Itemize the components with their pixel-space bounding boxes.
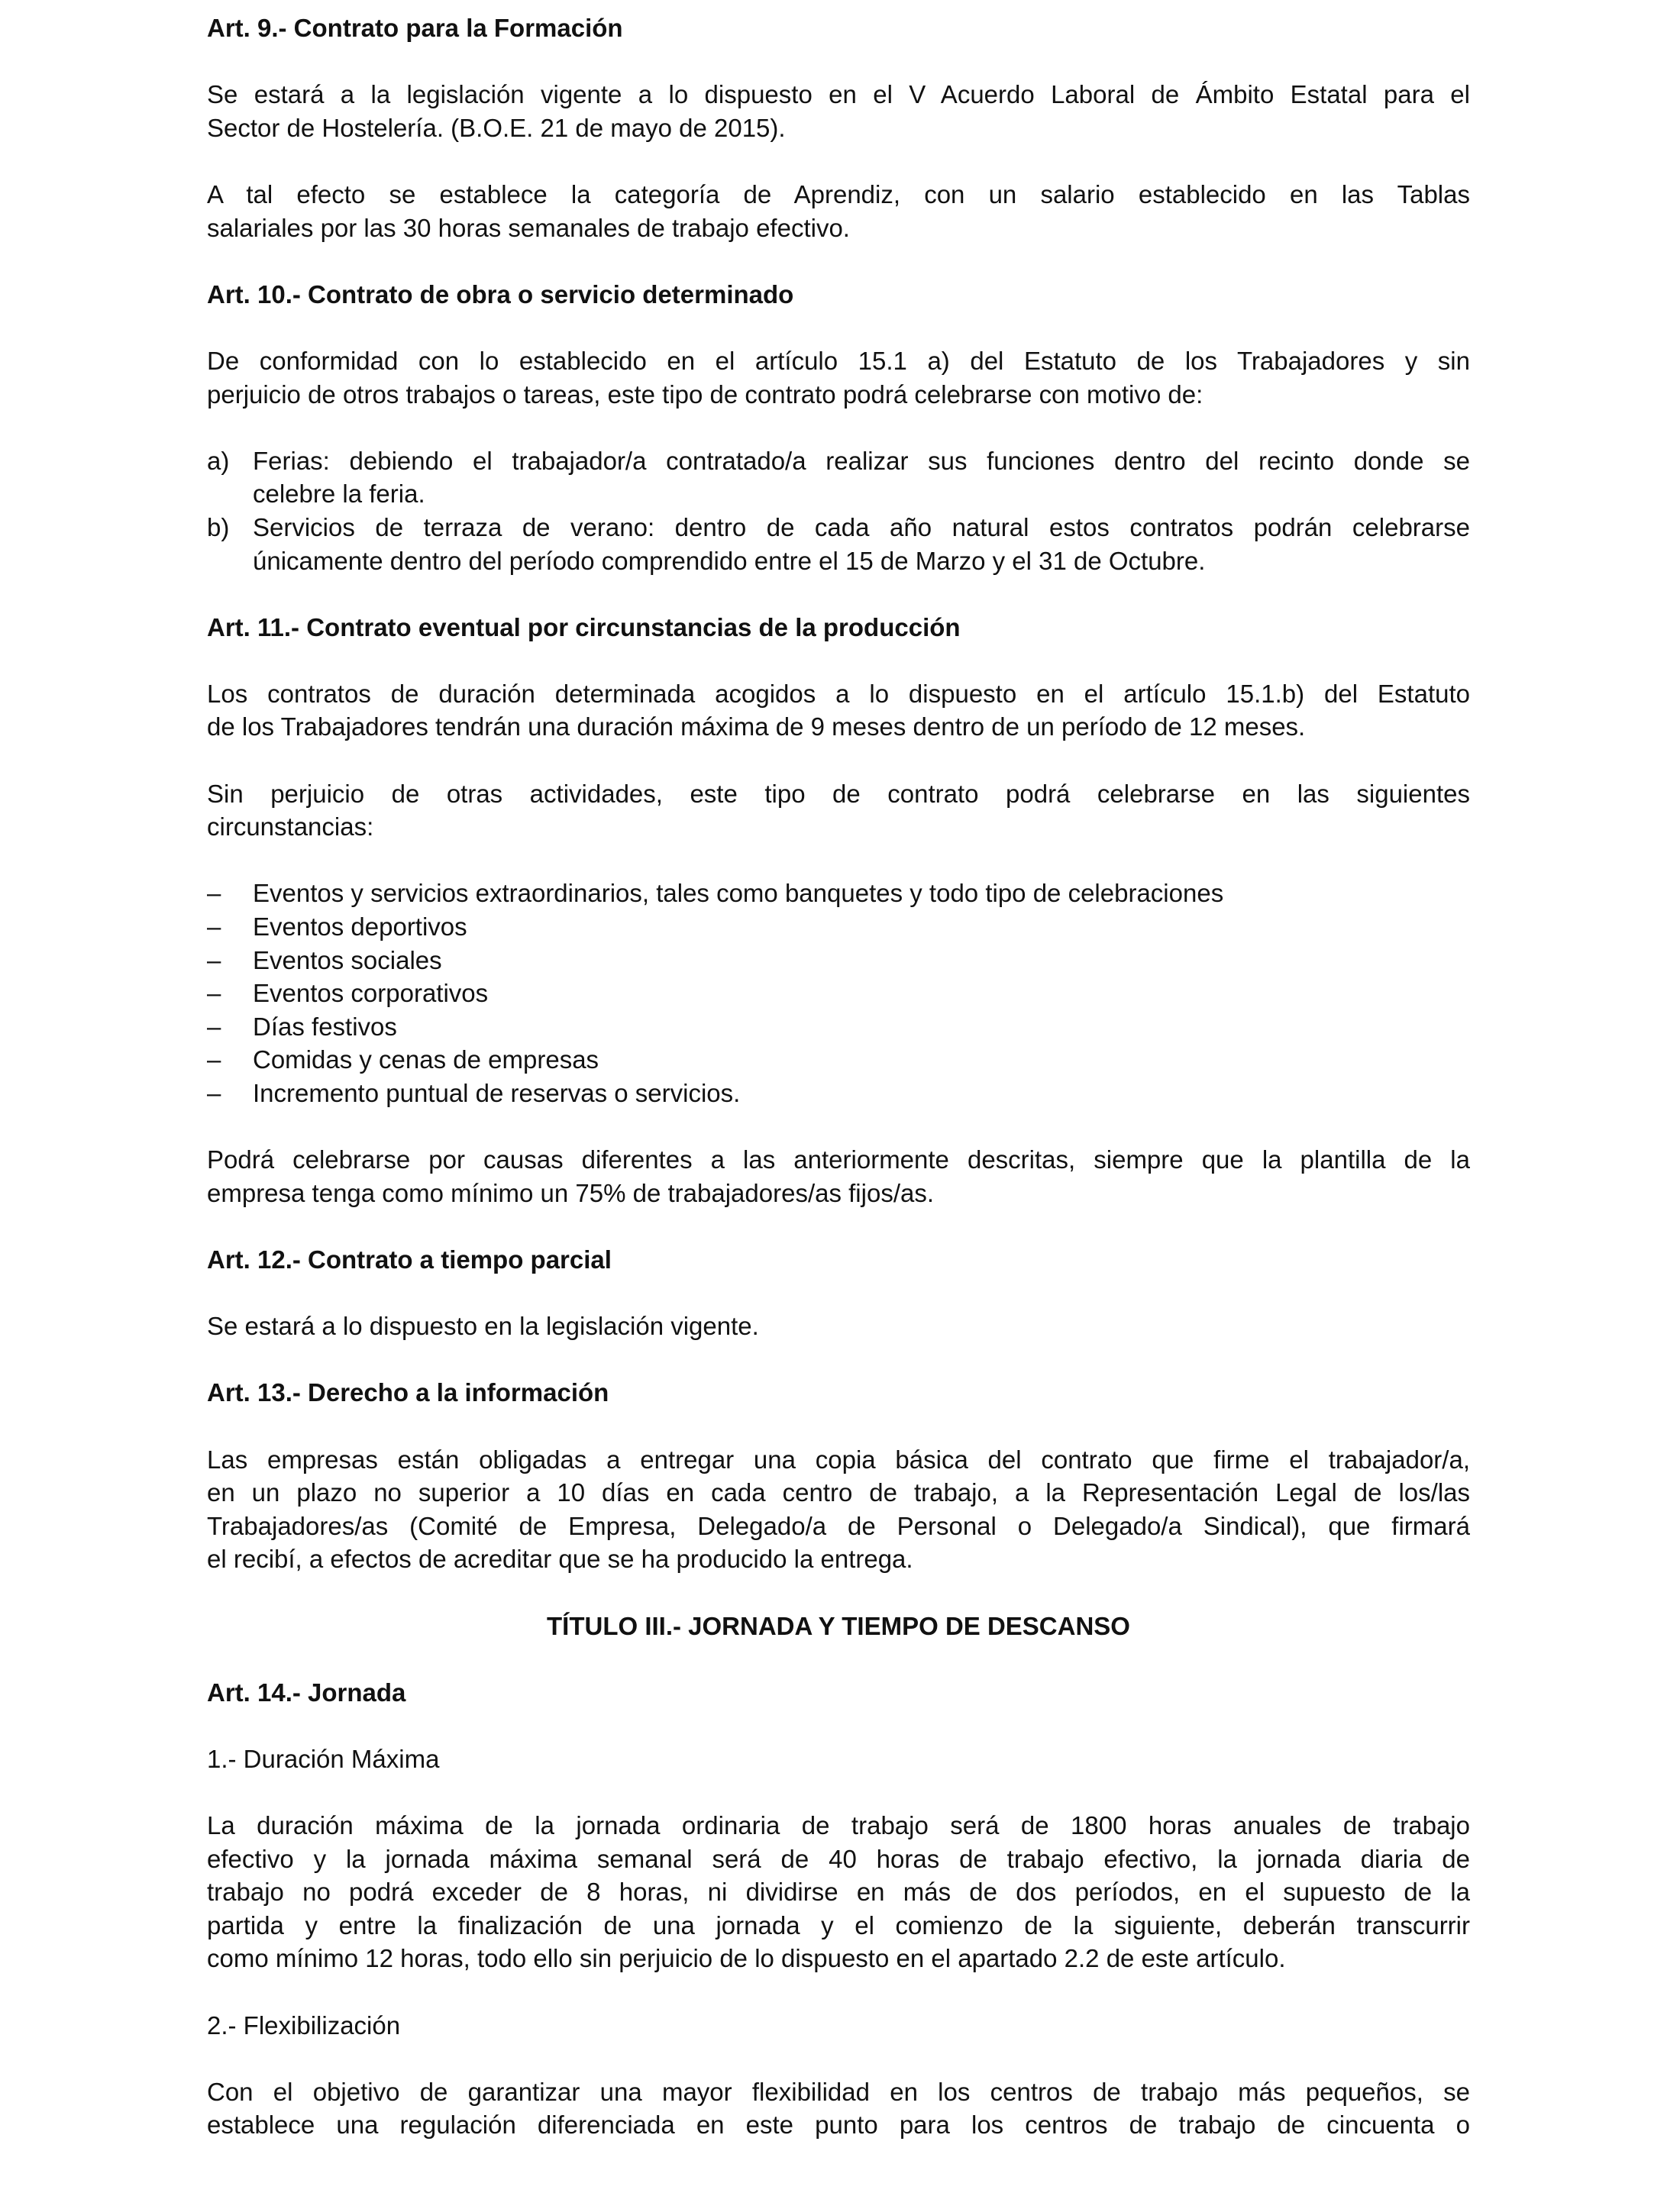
article-heading: Art. 11.- Contrato eventual por circunstancias de la producción xyxy=(207,612,961,641)
article-heading: Art. 10.- Contrato de obra o servicio determinado xyxy=(207,279,794,308)
list-item-text xyxy=(253,977,1470,1010)
list-marker: – xyxy=(207,912,221,941)
list-item-line: Comidas y cenas de empresas xyxy=(253,1045,599,1074)
list-item-text xyxy=(253,1077,1470,1110)
list-item-text xyxy=(253,877,1470,910)
paragraph xyxy=(207,777,1470,844)
list-item-text xyxy=(253,910,1470,944)
list-marker: a) xyxy=(207,446,230,475)
list-item-line: Eventos corporativos xyxy=(253,979,489,1008)
paragraph-line: De conformidad con lo establecido en el artículo 15.1 a) del Estatuto de los Trabajadores y sin xyxy=(207,346,1470,375)
paragraph-line: en un plazo no superior a 10 días en cada centro de trabajo, a la Representación Legal de los/las xyxy=(207,1478,1470,1507)
list-marker: – xyxy=(207,1079,221,1107)
list-item-text xyxy=(253,944,1470,977)
paragraph xyxy=(207,1143,1470,1210)
document-page xyxy=(207,11,1470,2175)
paragraph-line: Sector de Hostelería. (B.O.E. 21 de mayo de 2015). xyxy=(207,113,786,142)
list-item xyxy=(207,511,1470,577)
paragraph-line: el recibí, a efectos de acreditar que se ha producido la entrega. xyxy=(207,1545,913,1574)
list-item xyxy=(207,444,1470,511)
list-item-line: Servicios de terraza de verano: dentro de cada año natural estos contratos podrán celebrarse xyxy=(253,512,1470,541)
list-item xyxy=(207,1043,1470,1077)
list-item-line: Días festivos xyxy=(253,1012,397,1041)
list-marker: – xyxy=(207,945,221,974)
paragraph-line: como mínimo 12 horas, todo ello sin perjuicio de lo dispuesto en el apartado 2.2 de este artículo. xyxy=(207,1944,1286,1973)
paragraph-line: Las empresas están obligadas a entregar una copia básica del contrato que firme el trabajador/a, xyxy=(207,1445,1470,1474)
paragraph xyxy=(207,344,1470,411)
list xyxy=(207,877,1470,1109)
paragraph-line: Se estará a la legislación vigente a lo dispuesto en el V Acuerdo Laboral de Ámbito Estatal para el xyxy=(207,80,1470,109)
list-marker: – xyxy=(207,1012,221,1041)
paragraph-line: A tal efecto se establece la categoría de Aprendiz, con un salario establecido en las Tablas xyxy=(207,179,1470,208)
list-marker: – xyxy=(207,879,221,908)
paragraph xyxy=(207,178,1470,244)
list-item-text xyxy=(253,1010,1470,1044)
list-item xyxy=(207,877,1470,910)
section-title: TÍTULO III.- JORNADA Y TIEMPO DE DESCANSO xyxy=(547,1611,1130,1640)
paragraph-line: empresa tenga como mínimo un 75% de trabajadores/as fijos/as. xyxy=(207,1178,935,1207)
article-heading: Art. 9.- Contrato para la Formación xyxy=(207,14,623,42)
paragraph-line: La duración máxima de la jornada ordinaria de trabajo será de 1800 horas anuales de trabajo xyxy=(207,1811,1470,1840)
paragraph-line: de los Trabajadores tendrán una duración máxima de 9 meses dentro de un período de 12 meses. xyxy=(207,712,1306,741)
paragraph-line: Trabajadores/as (Comité de Empresa, Delegado/a de Personal o Delegado/a Sindical), que firmará xyxy=(207,1511,1470,1540)
list-marker: – xyxy=(207,979,221,1008)
list-item-line: Eventos y servicios extraordinarios, tales como banquetes y todo tipo de celebraciones xyxy=(253,879,1224,908)
list-item-line: Incremento puntual de reservas o servicios. xyxy=(253,1079,741,1107)
paragraph-line: Sin perjuicio de otras actividades, este tipo de contrato podrá celebrarse en las siguientes xyxy=(207,779,1470,808)
paragraph-line: Se estará a lo dispuesto en la legislación vigente. xyxy=(207,1312,759,1341)
article-heading: Art. 12.- Contrato a tiempo parcial xyxy=(207,1245,612,1274)
paragraph-line: circunstancias: xyxy=(207,812,374,841)
list-item-text xyxy=(253,511,1470,577)
list-item-line: Ferias: debiendo el trabajador/a contratado/a realizar sus funciones dentro del recinto donde se xyxy=(253,446,1470,475)
list-item xyxy=(207,1010,1470,1044)
list-item-line: Eventos sociales xyxy=(253,945,442,974)
list-item xyxy=(207,1077,1470,1110)
paragraph xyxy=(207,1809,1470,1975)
list-item-line: celebre la feria. xyxy=(253,480,425,509)
paragraph-line: trabajo no podrá exceder de 8 horas, ni dividirse en más de dos períodos, en el supuesto de la xyxy=(207,1878,1470,1907)
list-item-line: Eventos deportivos xyxy=(253,912,467,941)
paragraph-line: partida y entre la finalización de una jornada y el comienzo de la siguiente, deberán transcurrir xyxy=(207,1910,1470,1939)
list-item xyxy=(207,944,1470,977)
list-marker: b) xyxy=(207,512,230,541)
paragraph-line: establece una regulación diferenciada en este punto para los centros de trabajo de cincuenta o xyxy=(207,2111,1470,2140)
list-item-text xyxy=(253,1043,1470,1077)
list-item-text xyxy=(253,444,1470,511)
paragraph-line: Los contratos de duración determinada acogidos a lo dispuesto en el artículo 15.1.b) del Estatuto xyxy=(207,679,1470,708)
article-heading: Art. 14.- Jornada xyxy=(207,1678,406,1707)
list-item-line: únicamente dentro del período comprendido entre el 15 de Marzo y el 31 de Octubre. xyxy=(253,546,1206,575)
article-heading: Art. 13.- Derecho a la información xyxy=(207,1378,609,1407)
paragraph-line: Con el objetivo de garantizar una mayor flexibilidad en los centros de trabajo más pequeños, se xyxy=(207,2077,1470,2106)
subsection-heading: 2.- Flexibilización xyxy=(207,2011,401,2040)
paragraph-line: perjuicio de otros trabajos o tareas, este tipo de contrato podrá celebrarse con motivo de: xyxy=(207,379,1203,409)
subsection-heading: 1.- Duración Máxima xyxy=(207,1744,440,1773)
paragraph xyxy=(207,677,1470,744)
paragraph xyxy=(207,1310,1470,1343)
paragraph-line: salariales por las 30 horas semanales de trabajo efectivo. xyxy=(207,213,850,242)
paragraph xyxy=(207,2075,1470,2142)
list-marker: – xyxy=(207,1045,221,1074)
paragraph xyxy=(207,1443,1470,1576)
list-item xyxy=(207,910,1470,944)
list-item xyxy=(207,977,1470,1010)
paragraph-line: Podrá celebrarse por causas diferentes a las anteriormente descritas, siempre que la plantilla de la xyxy=(207,1145,1470,1174)
paragraph-line: efectivo y la jornada máxima semanal será de 40 horas de trabajo efectivo, la jornada diaria de xyxy=(207,1844,1470,1873)
list xyxy=(207,444,1470,577)
paragraph xyxy=(207,78,1470,144)
